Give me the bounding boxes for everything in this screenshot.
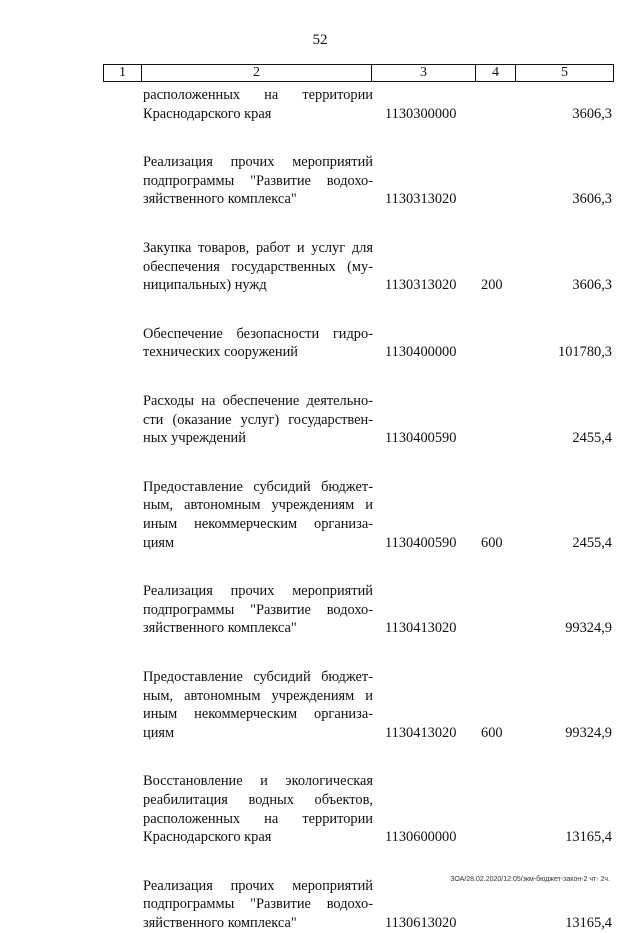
row-code: 1130413020: [385, 724, 457, 741]
row-code: 1130300000: [385, 105, 457, 122]
row-amount: 13165,4: [565, 829, 612, 846]
table-row: [0, 86, 640, 123]
table-row: [0, 478, 640, 552]
page-number: 52: [312, 32, 328, 48]
row-description-line: Краснодарского края: [143, 829, 272, 846]
row-amount: 99324,9: [565, 620, 612, 637]
header-col-1: 1: [104, 65, 142, 81]
row-description-line: зяйственного комплекса": [143, 191, 297, 208]
row-description-line: Восстановление и экологическая: [143, 773, 373, 790]
row-description-line: Закупка товаров, работ и услуг для: [143, 240, 373, 256]
row-code: 1130313020: [385, 191, 457, 208]
row-description-line: ниципальных) нужд: [143, 277, 267, 294]
row-description-line: зяйственного комплекса": [143, 914, 297, 931]
row-description-line: подпрограммы "Развитие водохо-: [143, 601, 373, 618]
row-description-line: расположенных на территории: [143, 810, 373, 827]
row-amount: 2455,4: [572, 534, 612, 551]
row-description-line: Предоставление субсидий бюджет-: [143, 478, 373, 495]
row-description: [143, 772, 373, 846]
header-col-2: 2: [142, 65, 372, 81]
row-description-line: зяйственного комплекса": [143, 620, 297, 637]
row-code: 1130313020: [385, 277, 457, 294]
row-description-line: ным, автономным учреждениям и: [143, 687, 373, 704]
row-description: [143, 153, 373, 209]
row-description-line: ных учреждений: [143, 430, 246, 447]
row-description: [143, 668, 373, 742]
row-description-line: циям: [143, 724, 175, 741]
row-description: [143, 392, 373, 448]
row-expense-type: 600: [481, 534, 503, 551]
row-amount: 3606,3: [572, 191, 612, 208]
row-code: 1130613020: [385, 914, 457, 931]
header-col-5: 5: [561, 65, 568, 80]
row-expense-type: 600: [481, 724, 503, 741]
row-description-line: иным некоммерческим организа-: [143, 515, 373, 532]
row-description-line: Краснодарского края: [143, 105, 272, 122]
row-description: [143, 86, 373, 123]
row-description-line: расположенных на территории: [143, 87, 373, 103]
row-amount: 13165,4: [565, 914, 612, 931]
row-description-line: иным некоммерческим организа-: [143, 706, 373, 723]
row-code: 1130400590: [385, 534, 457, 551]
row-description-line: Расходы на обеспечение деятельно-: [143, 393, 373, 409]
row-amount: 101780,3: [558, 344, 612, 361]
table-row: [0, 239, 640, 295]
row-description-line: реабилитация водных объектов,: [143, 791, 373, 808]
row-code: 1130400590: [385, 430, 457, 447]
row-description: [143, 582, 373, 638]
row-description-line: сти (оказание услуг) государствен-: [143, 411, 373, 428]
table-row: [0, 153, 640, 209]
table-row: [0, 392, 640, 448]
table-row: [0, 668, 640, 742]
row-amount: 99324,9: [565, 724, 612, 741]
row-code: 1130600000: [385, 829, 457, 846]
table-row: [0, 582, 640, 638]
table-header: [103, 64, 614, 82]
row-code: 1130413020: [385, 620, 457, 637]
row-description-line: Реализация прочих мероприятий: [143, 583, 373, 600]
header-col-3: 3: [372, 65, 476, 81]
row-description: [143, 478, 373, 552]
row-description-line: подпрограммы "Развитие водохо-: [143, 896, 373, 913]
row-description-line: Реализация прочих мероприятий: [143, 877, 373, 894]
row-description: [143, 239, 373, 295]
table-row: [0, 325, 640, 362]
row-description-line: Предоставление субсидий бюджет-: [143, 669, 373, 685]
footer-note: ЗОА/28.02.2020/12:05/зкм-бюджет-закон-2 чт- 2ч.: [450, 876, 610, 883]
row-description-line: циям: [143, 534, 175, 551]
row-description: [143, 325, 373, 362]
row-description-line: подпрограммы "Развитие водохо-: [143, 172, 373, 189]
row-description-line: Реализация прочих мероприятий: [143, 154, 373, 171]
row-description-line: ным, автономным учреждениям и: [143, 497, 373, 514]
row-code: 1130400000: [385, 344, 457, 361]
row-amount: 2455,4: [572, 430, 612, 447]
table-row: [0, 772, 640, 846]
row-description-line: Обеспечение безопасности гидро-: [143, 325, 373, 342]
row-description-line: обеспечения государственных (му-: [143, 258, 373, 275]
row-expense-type: 200: [481, 277, 503, 294]
header-col-4: 4: [476, 65, 516, 81]
row-amount: 3606,3: [572, 277, 612, 294]
row-amount: 3606,3: [572, 105, 612, 122]
row-description-line: технических сооружений: [143, 344, 298, 361]
